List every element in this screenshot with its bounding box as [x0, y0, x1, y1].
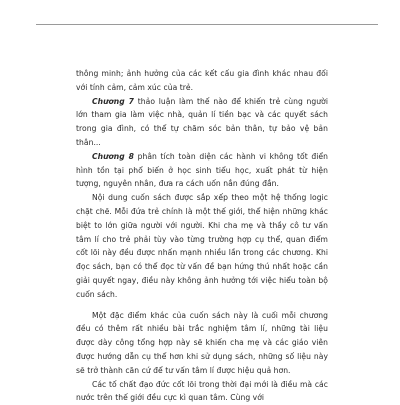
chapter-label: Chương 8 — [92, 151, 134, 161]
paragraph-text: phân tích toàn diện các hành vi không tốt điển hình tồn tại phổ biến ở học sinh tiểu học, xuất phát từ hiện tượng, nguyên nhân, đưa ra cách uốn nắn đúng đắn. — [76, 151, 329, 189]
paragraph-core-qualities — [76, 378, 328, 405]
paragraph-text: thảo luận làm thế nào để khiến trẻ cùng người lớn tham gia làm việc nhà, quản lí tiền bạc và các quyết sách trong gia đình, có thể tự chăm sóc bản thân, tự bảo vệ bản thân... — [76, 96, 328, 147]
paragraph-continuation — [76, 67, 328, 95]
paragraph-chapter-8 — [76, 150, 328, 191]
paragraph-structure — [76, 191, 328, 301]
page-text-body — [76, 67, 328, 405]
paragraph-text: thông minh; ảnh hưởng của các kết cấu gia đình khác nhau đối với tính cảm, cảm xúc của trẻ. — [76, 69, 328, 92]
chapter-label: Chương 7 — [92, 96, 135, 106]
paragraph-chapter-7 — [76, 95, 328, 150]
paragraph-text: Nội dung cuốn sách được sắp xếp theo một hệ thống logic chặt chẽ. Mỗi đứa trẻ chính là một thế giới, thể hiện những khác biệt to lớn giữa người với người. Khi cha mẹ và thầy cô tư vấn tâm lí cho trẻ phải tùy vào từng trường hợp cụ thể, quan điểm cốt lõi này đều được nhấn mạnh nhiều lần trong các chương. Khi đọc sách, bạn có thể đọc từ vấn đề bạn hứng thú nhất hoặc cần giải quyết ngay, điều này không ảnh hưởng tới việc hiểu toàn bộ cuốn sách. — [76, 193, 328, 299]
header-rule — [36, 24, 378, 25]
paragraph-text: Các tố chất đạo đức cốt lõi trong thời đại mới là điều mà các nước trên thế giới đều cực kì quan tâm. Cùng với — [76, 379, 328, 403]
paragraph-tests — [76, 309, 328, 378]
paragraph-text: Một đặc điểm khác của cuốn sách này là cuối mỗi chương đều có thêm rất nhiều bài trắc nghiệm tâm lí, những tài liệu được dày công tổng hợp này sẽ khiến cha mẹ và các giáo viên được hướng dẫn cụ thể hơn khi sử dụng sách, những số liệu này sẽ trở thành căn cứ để tư vấn tâm lí được hiệu quả hơn. — [76, 310, 328, 375]
